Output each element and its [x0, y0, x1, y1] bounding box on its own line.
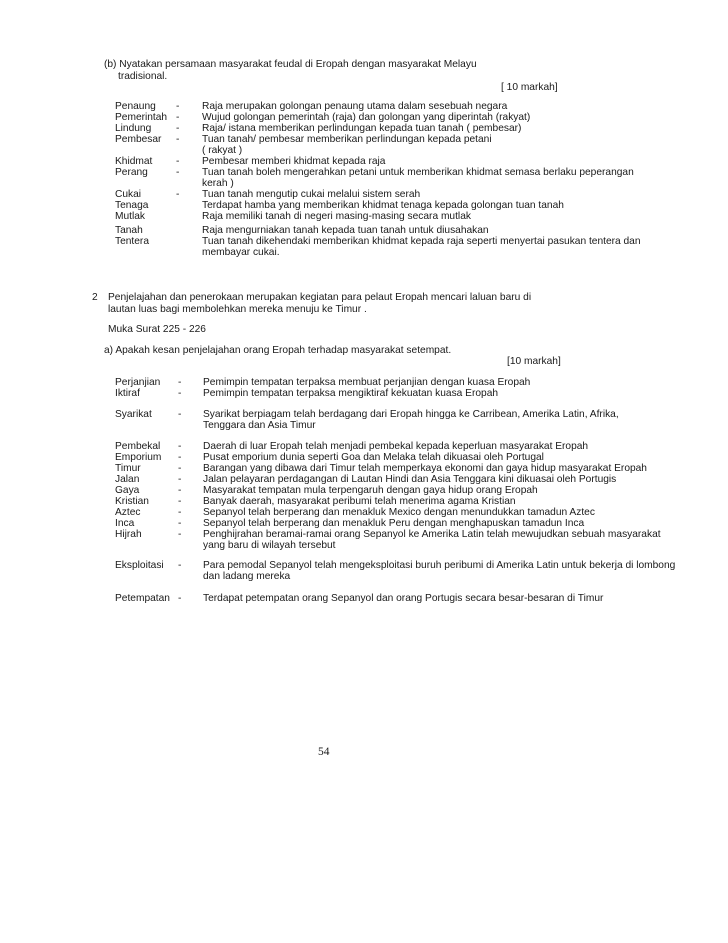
q1b-marks: [ 10 markah] — [501, 82, 558, 93]
q1b-line2: tradisional. — [118, 71, 168, 82]
term-label: Pembesar — [115, 134, 162, 145]
term-label: Pemerintah — [115, 112, 168, 123]
term-label: Jalan — [115, 474, 140, 485]
q2-line1: Penjelajahan dan penerokaan merupakan kegiatan para pelaut Eropah mencari laluan baru di — [108, 292, 532, 303]
term-label: Syarikat — [115, 409, 152, 420]
term-label: Tenaga — [115, 200, 149, 211]
term-description: Tuan tanah boleh mengerahkan petani untuk memberikan khidmat semasa berlaku peperangan — [202, 167, 634, 178]
term-description: Tuan tanah/ pembesar memberikan perlindungan kepada petani — [202, 134, 492, 145]
term-dash: - — [178, 529, 182, 540]
term-label: Tanah — [115, 225, 143, 236]
term-description: Raja/ istana memberikan perlindungan kepada tuan tanah ( pembesar) — [202, 123, 522, 134]
term-label: Pembekal — [115, 441, 161, 452]
term-label: Hijrah — [115, 529, 142, 540]
term-label: Gaya — [115, 485, 140, 496]
term-label: Petempatan — [115, 593, 170, 604]
term-dash: - — [178, 496, 182, 507]
term-description: Raja merupakan golongan penaung utama dalam sesebuah negara — [202, 101, 508, 112]
term-description: Barangan yang dibawa dari Timur telah memperkaya ekonomi dan gaya hidup masyarakat Eropah — [203, 463, 647, 474]
term-label: Khidmat — [115, 156, 153, 167]
term-description: dan ladang mereka — [203, 571, 291, 582]
term-description: Banyak daerah, masyarakat peribumi telah menerima agama Kristian — [203, 496, 516, 507]
q2a-marks: [10 markah] — [507, 356, 561, 367]
term-label: Penaung — [115, 101, 156, 112]
term-description: Tuan tanah dikehendaki memberikan khidmat kepada raja seperti menyertai pasukan tentera dan — [202, 236, 641, 247]
term-description: Daerah di luar Eropah telah menjadi pembekal kepada keperluan masyarakat Eropah — [203, 441, 589, 452]
term-description: Raja memiliki tanah di negeri masing-masing secara mutlak — [202, 211, 471, 222]
page-number: 54 — [318, 746, 330, 758]
term-description: Raja mengurniakan tanah kepada tuan tanah untuk diusahakan — [202, 225, 489, 236]
term-description: Wujud golongan pemerintah (raja) dan golongan yang diperintah (rakyat) — [202, 112, 531, 123]
term-dash: - — [178, 452, 182, 463]
term-description: Pembesar memberi khidmat kepada raja — [202, 156, 386, 167]
term-label: Tentera — [115, 236, 149, 247]
term-description: yang baru di wilayah tersebut — [203, 540, 336, 551]
term-dash: - — [176, 101, 180, 112]
term-description: Syarikat berpiagam telah berdagang dari Eropah hingga ke Carribean, Amerika Latin, Afrika, — [203, 409, 619, 420]
term-description: Penghijrahan beramai-ramai orang Sepanyol ke Amerika Latin telah mewujudkan sebuah masyarakat — [203, 529, 661, 540]
term-description: Jalan pelayaran perdagangan di Lautan Hindi dan Asia Tenggara kini dikuasai oleh Portugis — [203, 474, 617, 485]
term-label: Eksploitasi — [115, 560, 164, 571]
term-label: Cukai — [115, 189, 142, 200]
term-label: Lindung — [115, 123, 152, 134]
term-dash: - — [178, 507, 182, 518]
term-dash: - — [176, 123, 180, 134]
term-dash: - — [178, 560, 182, 571]
term-dash: - — [178, 441, 182, 452]
term-dash: - — [178, 377, 182, 388]
q2-page-ref: Muka Surat 225 - 226 — [108, 324, 206, 335]
term-description: Terdapat petempatan orang Sepanyol dan orang Portugis secara besar-besaran di Timur — [203, 593, 604, 604]
term-label: Kristian — [115, 496, 149, 507]
term-label: Timur — [115, 463, 141, 474]
term-dash: - — [178, 463, 182, 474]
term-label: Mutlak — [115, 211, 146, 222]
term-description: kerah ) — [202, 178, 234, 189]
term-dash: - — [178, 474, 182, 485]
term-dash: - — [178, 593, 182, 604]
q2a-question: a) Apakah kesan penjelajahan orang Eropah terhadap masyarakat setempat. — [104, 345, 452, 356]
term-description: Para pemodal Sepanyol telah mengeksploitasi buruh peribumi di Amerika Latin untuk bekerja di lombong — [203, 560, 676, 571]
term-dash: - — [178, 409, 182, 420]
term-label: Inca — [115, 518, 135, 529]
term-dash: - — [178, 388, 182, 399]
term-description: membayar cukai. — [202, 247, 280, 258]
term-dash: - — [176, 156, 180, 167]
term-label: Iktiraf — [115, 388, 140, 399]
term-description: Sepanyol telah berperang dan menakluk Mexico dengan menundukkan tamadun Aztec — [203, 507, 595, 518]
q2-line2: lautan luas bagi membolehkan mereka menuju ke Timur . — [108, 304, 367, 315]
term-dash: - — [176, 134, 180, 145]
term-description: Pusat emporium dunia seperti Goa dan Melaka telah dikuasai oleh Portugal — [203, 452, 544, 463]
term-description: ( rakyat ) — [202, 145, 243, 156]
term-dash: - — [176, 112, 180, 123]
term-dash: - — [178, 485, 182, 496]
term-label: Perang — [115, 167, 148, 178]
term-description: Sepanyol telah berperang dan menakluk Peru dengan menghapuskan tamadun Inca — [203, 518, 585, 529]
q2-number: 2 — [92, 292, 98, 303]
term-description: Tenggara dan Asia Timur — [203, 420, 316, 431]
term-label: Aztec — [115, 507, 141, 518]
term-description: Pemimpin tempatan terpaksa membuat perjanjian dengan kuasa Eropah — [203, 377, 531, 388]
term-label: Emporium — [115, 452, 162, 463]
term-description: Masyarakat tempatan mula terpengaruh dengan gaya hidup orang Eropah — [203, 485, 538, 496]
term-description: Tuan tanah mengutip cukai melalui sistem serah — [202, 189, 421, 200]
term-description: Pemimpin tempatan terpaksa mengiktiraf kekuatan kuasa Eropah — [203, 388, 499, 399]
term-dash: - — [176, 167, 180, 178]
q1b-line1: (b) Nyatakan persamaan masyarakat feudal di Eropah dengan masyarakat Melayu — [104, 59, 477, 70]
term-dash: - — [178, 518, 182, 529]
term-description: Terdapat hamba yang memberikan khidmat tenaga kepada golongan tuan tanah — [202, 200, 564, 211]
term-label: Perjanjian — [115, 377, 161, 388]
term-dash: - — [176, 189, 180, 200]
